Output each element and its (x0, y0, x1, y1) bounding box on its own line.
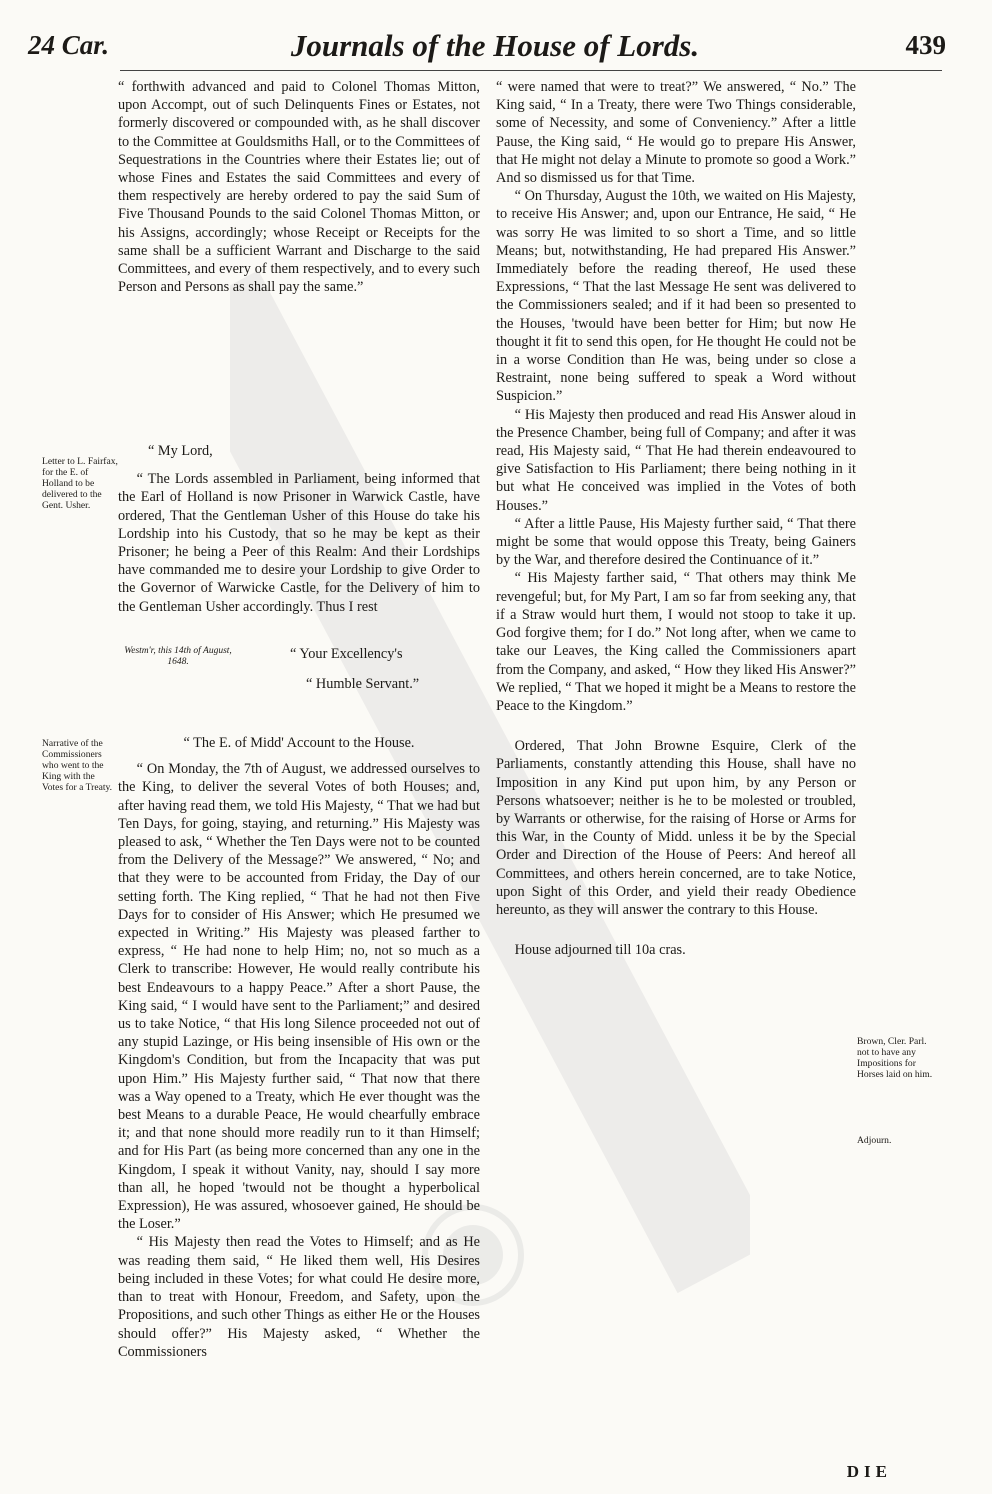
header-rule (120, 70, 942, 71)
margin-note-letter: Letter to L. Fairfax, for the E. of Holland to be delivered to the Gent. Usher. (42, 456, 118, 511)
letter-date: Westm'r, this 14th of August, 1648. (124, 646, 232, 667)
account-paragraph-2: “ His Majesty then read the Votes to Himself; and as He was reading them said, “ He liked them well, His Desires being included in these Votes; for what could He desire more, than to treat with Honour, Freedom, and Safety, upon the Propositions, and such other Things as either He or the Houses should offer?” His Majesty asked, “ Whether the Commissioners (118, 1234, 480, 1360)
right-paragraph-5: “ His Majesty farther said, “ That others may think Me revengeful; but, for My Part, I am so far from seeking any, that if a Straw would hurt them, I would not stoop to take it up. God forgive them; for I do.” Not long after, when we came to take our Leaves, the King called the Commissioners apart from the Company, and asked, “ How they liked His Answer?” We replied, “ That we hoped it might be a Means to restore the Peace to the Kingdom.” (496, 570, 856, 714)
letter-closing-1: “ Your Excellency's (290, 646, 403, 662)
letter-body: “ The Lords assembled in Parliament, being informed that the Earl of Holland is now Prisoner in Warwick Castle, have ordered, That the Gentleman Usher of this House do take his Lordship into his Custody, that so he may be kept as their Prisoner; he being a Peer of this Realm: And their Lordships have commanded me to desire your Lordship to give Order to the Governor of Warwicke Castle, for the Delivery of him to the Gentleman Usher accordingly. Thus I rest (118, 471, 480, 615)
margin-note-browne: Brown, Cler. Parl. not to have any Impositions for Horses laid on him. (857, 1036, 933, 1080)
page-title: Journals of the House of Lords. (290, 28, 700, 63)
letter-closing (118, 645, 480, 693)
left-column (118, 78, 480, 296)
account-block (118, 734, 480, 1361)
margin-note-narrative: Narrative of the Commissioners who went to the King with the Votes for a Treaty. (42, 738, 113, 793)
right-paragraph-2: “ On Thursday, August the 10th, we waited on His Majesty, to receive His Answer; and, upon our Entrance, He said, “ He was sorry He was limited to so short a Time, and so little Means; but, notwithstanding, He had prepared His Answer.” Immediately before the reading thereof, He used these Expressions, “ That the last Message He sent was delivered to the Commissioners sealed; and if it had been so presented to the Houses, 'twould have been better for Him; but now He thought it fit to send this open, for He thought He could not be in a worse Condition than He was, being under so close a Restraint, none being suffered to speak a Word without Suspicion.” (496, 188, 856, 405)
catchword: DIE (846, 1462, 892, 1481)
header-regnal-year: 24 Car. (28, 30, 110, 60)
right-column (496, 78, 856, 959)
page-number: 439 (905, 30, 946, 60)
right-paragraph-4: “ After a little Pause, His Majesty further said, “ That there might be some that would oppose this Treaty, being Gainers by the War, and therefore desired the Continuance of it.” (496, 515, 856, 569)
right-paragraph-1: “ were named that were to treat?” We answered, “ No.” The King said, “ In a Treaty, there were Two Things considerable, some of Necessity, and some of Conveniency.” After a little Pause, the King said, “ He would go to prepare His Answer, that He might not delay a Minute to promote so good a Work.” And so dismissed us for that Time. (496, 79, 856, 187)
order-paragraph: Ordered, That John Browne Esquire, Clerk of the Parliaments, constantly attending this House, shall have no Imposition in any Kind put upon him, by any Person or Persons whatsoever; neither is he to be molested or troubled, by Warrants or otherwise, for the raising of Horse or Arms for this War, in the County of Midd. unless it be by the Special Order and Direction of the House of Peers: And hereof all Committees, and others herein concerned, are to take Notice, upon Sight of this Order, and yield their ready Obedience hereunto, as they will answer the contrary to this House. (496, 738, 856, 918)
account-paragraph-1: “ On Monday, the 7th of August, we addressed ourselves to the King, to deliver the several Votes of both Houses; and, after having read them, we told His Majesty, “ That we had but Ten Days, for going, staying, and returning.” His Majesty was pleased to ask, “ Whether the Ten Days were not to be counted from the Delivery of the Message?” We answered, “ No; and that they were to be accounted from Friday, the Day of our setting forth. The King replied, “ That he had not then Five Days for to consider of His Answer; which He presumed we expected in Writing.” His Majesty was pleased farther to express, “ He had none to help Him; no, not so much as a Clerk to transcribe: However, He would really contribute his best Endeavours to a happy Peace.” After a short Pause, the King said, “ I would have sent to the Parliament;” and desired us to take Notice, “ that His long Silence proceeded not out of any stupid Lazinge, or His being insensible of His own or the Kingdom's Condition, but from the Incapacity that was put upon Him.” His Majesty further said, “ That now that there was a Way opened to a Treaty, which He ever thought was the best Means to a durable Peace, He would chearfully embrace it; and that none should more readily run to it than Himself; and for His Part (as being more concerned than any one in the Kingdom, I speak it without Vanity, nay, should I say more than all, he hoped 'twould not be thought a hyperbolical Expression), He was assured, whosoever gained, He should be the Loser.” (118, 761, 480, 1233)
right-paragraph-3: “ His Majesty then produced and read His Answer aloud in the Presence Chamber, being full of Company; and after it was read, His Majesty said, “ That He had therein endeavoured to give Satisfaction to His Parliament; there being nothing in it but what He conceived was implied in the Votes of both Houses.” (496, 406, 856, 514)
letter-salutation: “ My Lord, (148, 443, 213, 459)
opening-paragraph: “ forthwith advanced and paid to Colonel Thomas Mitton, upon Accompt, out of such Delinquents Fines or Estates, not formerly discovered or compounded with, as he shall discover to the Committee at Gouldsmiths Hall, or to the Committees of Sequestrations in the Countries where their Estates lie; out of whose Fines and Estates the said Committees and every of them respectively are hereby ordered to pay the said Sum of Five Thousand Pounds to the said Colonel Thomas Mitton, or his Assigns, accordingly; whose Receipt or Receipts for the same shall be a sufficient Warrant and Discharge to the said Committees, and every of them respectively, and to every such Person and Persons as shall pay the same.” (118, 79, 480, 296)
account-title: “ The E. of Midd' Account to the House. (183, 735, 415, 751)
letter-block (118, 442, 480, 616)
letter-closing-2: “ Humble Servant.” (306, 676, 420, 693)
margin-note-adjourn: Adjourn. (857, 1135, 892, 1146)
adjournment-line: House adjourned till 10a cras. (514, 942, 686, 959)
